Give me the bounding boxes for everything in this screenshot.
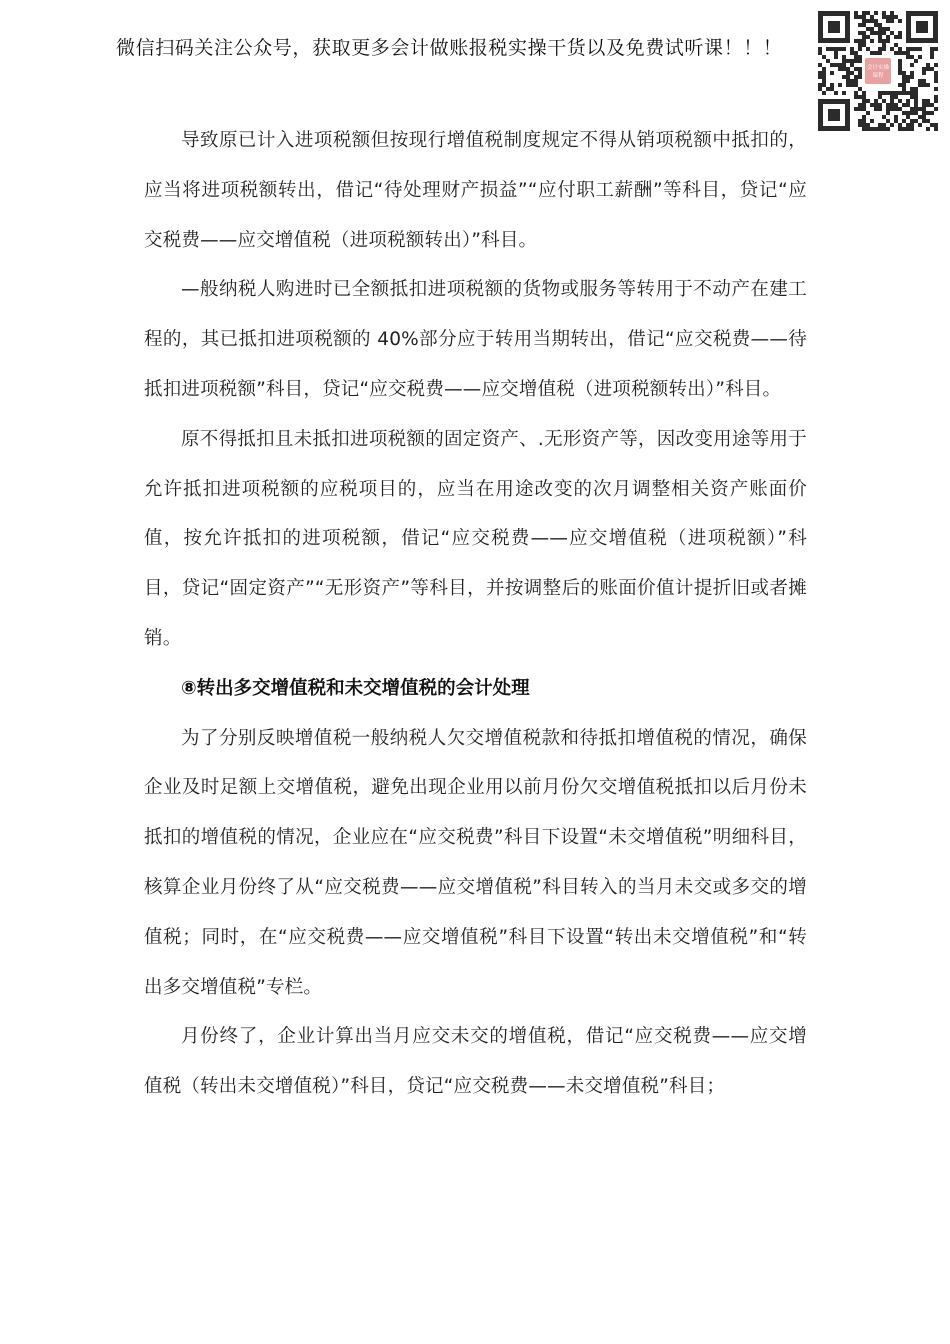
qr-module <box>862 43 866 47</box>
qr-module <box>822 79 826 83</box>
qr-module <box>930 55 934 59</box>
qr-module <box>910 127 914 131</box>
qr-module <box>866 123 870 127</box>
qr-module <box>914 59 918 63</box>
qr-module <box>862 23 866 27</box>
qr-module <box>906 111 910 115</box>
qr-module <box>886 127 890 131</box>
qr-module <box>934 95 938 99</box>
qr-module <box>862 91 866 95</box>
qr-module <box>862 15 866 19</box>
qr-module <box>934 79 938 83</box>
qr-module <box>842 91 846 95</box>
qr-module <box>870 15 874 19</box>
qr-module <box>906 99 910 103</box>
qr-module <box>906 79 910 83</box>
qr-module <box>886 103 890 107</box>
qr-module <box>830 83 834 87</box>
qr-module <box>874 23 878 27</box>
qr-module <box>898 31 902 35</box>
qr-module <box>858 119 862 123</box>
qr-module <box>858 59 862 63</box>
qr-code[interactable] <box>817 10 939 132</box>
qr-module <box>866 99 870 103</box>
qr-module <box>866 35 870 39</box>
qr-module <box>918 115 922 119</box>
qr-module <box>894 51 898 55</box>
qr-module <box>834 47 838 51</box>
qr-module <box>858 123 862 127</box>
qr-module <box>898 71 902 75</box>
qr-module <box>918 55 922 59</box>
qr-module <box>846 59 850 63</box>
qr-module <box>866 127 870 131</box>
qr-module <box>890 47 894 51</box>
qr-module <box>826 87 830 91</box>
qr-module <box>902 83 906 87</box>
qr-module <box>934 123 938 127</box>
qr-module <box>818 75 822 79</box>
qr-module <box>858 55 862 59</box>
qr-module <box>894 91 898 95</box>
qr-module <box>914 95 918 99</box>
qr-module <box>826 59 830 63</box>
qr-module <box>870 119 874 123</box>
qr-module <box>898 123 902 127</box>
qr-module <box>850 63 854 67</box>
qr-module <box>898 47 902 51</box>
qr-module <box>934 63 938 67</box>
qr-module <box>906 115 910 119</box>
qr-module <box>898 91 902 95</box>
paragraph: 导致原已计入进项税额但按现行增值税制度规定不得从销项税额中抵扣的，应当将进项税额转出，借记“待处理财产损益”“应付职工薪酬”等科目，贷记“应交税费——应交增值税（进项税额转出）”科目。 <box>144 130 807 251</box>
qr-module <box>918 107 922 111</box>
qr-module <box>842 63 846 67</box>
qr-module <box>850 83 854 87</box>
qr-module <box>894 15 898 19</box>
document-body <box>144 116 807 1112</box>
qr-module <box>822 55 826 59</box>
paragraph: 原不得抵扣且未抵扣进项税额的固定资产、.无形资产等，因改变用途等用于允许抵扣进项税额的应税项目的，应当在用途改变的次月调整相关资产账面价值，按允许抵扣的进项税额，借记“应交税费——应交增值税（进项税额）”科目，贷记“固定资产”“无形资产”等科目，并按调整后的账面价值计提折旧或者摊销。 <box>144 428 807 649</box>
qr-module <box>854 83 858 87</box>
qr-module <box>878 127 882 131</box>
qr-module <box>930 123 934 127</box>
qr-module <box>842 67 846 71</box>
qr-module <box>910 71 914 75</box>
qr-module <box>890 107 894 111</box>
qr-module <box>918 83 922 87</box>
qr-module <box>870 39 874 43</box>
qr-module <box>934 99 938 103</box>
qr-module <box>910 55 914 59</box>
qr-module <box>834 51 838 55</box>
header-promo-text: 微信扫码关注公众号，获取更多会计做账报税实操干货以及免费试听课！！！ <box>116 37 783 59</box>
qr-module <box>858 39 862 43</box>
qr-module <box>866 27 870 31</box>
qr-module <box>830 47 834 51</box>
qr-module <box>894 119 898 123</box>
qr-module <box>922 111 926 115</box>
qr-module <box>910 87 914 91</box>
qr-module <box>854 67 858 71</box>
qr-module <box>882 127 886 131</box>
qr-module <box>878 51 882 55</box>
qr-module <box>910 95 914 99</box>
qr-module <box>902 119 906 123</box>
qr-module <box>890 91 894 95</box>
qr-module <box>878 47 882 51</box>
qr-module <box>842 47 846 51</box>
qr-module <box>918 123 922 127</box>
qr-module <box>878 103 882 107</box>
qr-module <box>882 15 886 19</box>
qr-module <box>894 95 898 99</box>
section-heading: ⑧转出多交增值税和未交增值税的会计处理 <box>181 677 530 699</box>
qr-module <box>874 99 878 103</box>
qr-module <box>886 39 890 43</box>
qr-module <box>818 51 822 55</box>
qr-module <box>902 91 906 95</box>
qr-module <box>886 111 890 115</box>
qr-module <box>862 39 866 43</box>
qr-module <box>878 107 882 111</box>
qr-module <box>862 99 866 103</box>
qr-module <box>926 103 930 107</box>
qr-module <box>898 127 902 131</box>
qr-module <box>882 31 886 35</box>
qr-module <box>926 127 930 131</box>
qr-module <box>886 119 890 123</box>
qr-module <box>846 67 850 71</box>
qr-module <box>846 83 850 87</box>
qr-module <box>818 87 822 91</box>
qr-module <box>862 35 866 39</box>
qr-module <box>862 11 866 15</box>
qr-module <box>902 79 906 83</box>
qr-module <box>870 19 874 23</box>
qr-module <box>838 83 842 87</box>
qr-module <box>830 63 834 67</box>
qr-module <box>922 119 926 123</box>
qr-module <box>854 79 858 83</box>
qr-module <box>902 51 906 55</box>
qr-module <box>890 19 894 23</box>
qr-module <box>894 103 898 107</box>
qr-module <box>842 59 846 63</box>
qr-module <box>886 19 890 23</box>
qr-module <box>894 115 898 119</box>
qr-module <box>890 15 894 19</box>
qr-module <box>854 39 858 43</box>
qr-module <box>906 103 910 107</box>
qr-module <box>914 119 918 123</box>
qr-module <box>930 47 934 51</box>
qr-module <box>838 67 842 71</box>
qr-module <box>906 55 910 59</box>
qr-module <box>850 51 854 55</box>
qr-module <box>866 47 870 51</box>
qr-module <box>854 51 858 55</box>
qr-module <box>902 103 906 107</box>
qr-module <box>878 31 882 35</box>
qr-module <box>926 63 930 67</box>
qr-module <box>914 91 918 95</box>
qr-module <box>906 127 910 131</box>
qr-module <box>874 31 878 35</box>
qr-module <box>914 47 918 51</box>
qr-module <box>898 35 902 39</box>
qr-module <box>898 99 902 103</box>
qr-module <box>858 67 862 71</box>
qr-module <box>890 103 894 107</box>
qr-module <box>858 75 862 79</box>
qr-module <box>842 55 846 59</box>
qr-module <box>846 75 850 79</box>
qr-module <box>858 71 862 75</box>
paragraph: —般纳税人购进时已全额抵扣进项税额的货物或服务等转用于不动产在建工程的，其已抵扣进项税额的 40%部分应于转用当期转出，借记“应交税费——待抵扣进项税额”科目，贷记“应交税费——应交增值税（进项税额转出）”科目。 <box>144 279 807 400</box>
qr-module <box>898 59 902 63</box>
qr-module <box>934 107 938 111</box>
qr-module <box>822 71 826 75</box>
qr-module <box>862 127 866 131</box>
qr-module <box>898 107 902 111</box>
qr-module <box>822 67 826 71</box>
qr-module <box>850 59 854 63</box>
qr-module <box>914 111 918 115</box>
qr-module <box>906 123 910 127</box>
qr-module <box>826 47 830 51</box>
qr-module <box>874 107 878 111</box>
qr-module <box>878 91 882 95</box>
qr-module <box>906 75 910 79</box>
qr-module <box>922 79 926 83</box>
qr-module <box>878 27 882 31</box>
qr-module <box>866 111 870 115</box>
qr-module <box>890 11 894 15</box>
qr-module <box>854 55 858 59</box>
qr-module <box>830 71 834 75</box>
qr-module <box>862 19 866 23</box>
qr-module <box>922 71 926 75</box>
qr-module <box>882 123 886 127</box>
qr-module <box>930 111 934 115</box>
qr-logo-text-1: 会计实操 <box>866 65 890 71</box>
qr-code-image <box>817 10 939 132</box>
qr-module <box>902 75 906 79</box>
qr-module <box>898 67 902 71</box>
qr-module <box>930 51 934 55</box>
qr-module <box>910 47 914 51</box>
qr-module <box>918 79 922 83</box>
qr-module <box>854 15 858 19</box>
qr-module <box>934 127 938 131</box>
qr-module <box>914 107 918 111</box>
qr-module <box>902 111 906 115</box>
qr-module <box>878 23 882 27</box>
qr-module <box>854 75 858 79</box>
qr-module <box>914 87 918 91</box>
qr-module <box>874 19 878 23</box>
qr-module <box>934 71 938 75</box>
qr-module <box>822 83 826 87</box>
qr-module <box>930 67 934 71</box>
qr-module <box>910 63 914 67</box>
qr-module <box>862 119 866 123</box>
qr-module <box>898 83 902 87</box>
qr-module <box>870 27 874 31</box>
qr-module <box>930 103 934 107</box>
qr-module <box>926 83 930 87</box>
qr-module <box>894 35 898 39</box>
qr-module <box>882 11 886 15</box>
qr-module <box>874 51 878 55</box>
qr-module <box>882 47 886 51</box>
qr-module <box>834 55 838 59</box>
qr-module <box>818 83 822 87</box>
qr-module <box>838 47 842 51</box>
qr-logo-text-2: 课程 <box>872 73 884 79</box>
qr-module <box>922 103 926 107</box>
qr-module <box>870 51 874 55</box>
qr-module <box>870 31 874 35</box>
qr-module <box>886 91 890 95</box>
qr-module <box>890 95 894 99</box>
qr-module <box>898 51 902 55</box>
qr-module <box>934 75 938 79</box>
qr-module <box>902 71 906 75</box>
qr-module <box>934 47 938 51</box>
qr-module <box>850 71 854 75</box>
qr-module <box>834 91 838 95</box>
qr-module <box>862 123 866 127</box>
qr-module <box>934 87 938 91</box>
qr-module <box>882 91 886 95</box>
qr-module <box>858 87 862 91</box>
qr-module <box>874 127 878 131</box>
qr-module <box>922 83 926 87</box>
qr-module <box>818 63 822 67</box>
qr-module <box>858 95 862 99</box>
qr-module <box>858 31 862 35</box>
qr-module <box>850 47 854 51</box>
qr-module <box>918 47 922 51</box>
qr-module <box>874 103 878 107</box>
qr-module <box>902 87 906 91</box>
qr-module <box>862 95 866 99</box>
qr-module <box>890 31 894 35</box>
qr-module <box>854 91 858 95</box>
qr-module <box>858 107 862 111</box>
qr-module <box>862 103 866 107</box>
qr-module <box>926 111 930 115</box>
qr-module <box>906 51 910 55</box>
qr-module <box>882 39 886 43</box>
qr-module <box>882 27 886 31</box>
qr-module <box>818 71 822 75</box>
qr-module <box>858 47 862 51</box>
qr-module <box>858 23 862 27</box>
qr-module <box>838 63 842 67</box>
qr-module <box>878 39 882 43</box>
qr-module <box>878 35 882 39</box>
qr-module <box>870 103 874 107</box>
qr-module <box>922 115 926 119</box>
qr-module <box>862 107 866 111</box>
qr-module <box>858 103 862 107</box>
qr-module <box>858 43 862 47</box>
qr-module <box>926 99 930 103</box>
qr-module <box>894 107 898 111</box>
qr-module <box>870 127 874 131</box>
qr-module <box>866 19 870 23</box>
qr-module <box>886 27 890 31</box>
qr-module <box>854 95 858 99</box>
qr-module <box>922 67 926 71</box>
qr-module <box>818 47 822 51</box>
qr-module <box>898 63 902 67</box>
qr-module <box>910 123 914 127</box>
qr-module <box>910 75 914 79</box>
qr-module <box>926 67 930 71</box>
qr-module <box>886 35 890 39</box>
qr-module <box>910 111 914 115</box>
qr-module <box>858 15 862 19</box>
qr-module <box>886 107 890 111</box>
qr-module <box>822 91 826 95</box>
qr-module <box>926 119 930 123</box>
qr-module <box>850 79 854 83</box>
qr-module <box>834 63 838 67</box>
qr-module <box>906 91 910 95</box>
qr-module <box>878 123 882 127</box>
qr-module <box>866 11 870 15</box>
qr-module <box>862 115 866 119</box>
qr-module <box>910 107 914 111</box>
qr-module <box>842 75 846 79</box>
qr-module <box>922 99 926 103</box>
qr-module <box>862 31 866 35</box>
qr-module <box>882 99 886 103</box>
qr-module <box>910 119 914 123</box>
qr-module <box>922 107 926 111</box>
qr-module <box>854 107 858 111</box>
qr-module <box>894 43 898 47</box>
qr-logo <box>865 58 891 84</box>
qr-module <box>822 75 826 79</box>
qr-module <box>878 95 882 99</box>
qr-module <box>902 127 906 131</box>
qr-module <box>882 43 886 47</box>
qr-module <box>846 71 850 75</box>
qr-module <box>854 11 858 15</box>
qr-module <box>910 91 914 95</box>
paragraph: 月份终了，企业计算出当月应交未交的增值税，借记“应交税费——应交增值税（转出未交增值税）”科目，贷记“应交税费——未交增值税”科目； <box>144 1026 807 1098</box>
qr-module <box>914 103 918 107</box>
qr-module <box>890 123 894 127</box>
qr-module <box>914 99 918 103</box>
qr-module <box>890 99 894 103</box>
qr-module <box>874 11 878 15</box>
qr-module <box>886 15 890 19</box>
qr-module <box>846 79 850 83</box>
qr-module <box>854 59 858 63</box>
qr-module <box>906 47 910 51</box>
qr-module <box>898 19 902 23</box>
paragraph: 为了分别反映增值税一般纳税人欠交增值税款和待抵扣增值税的情况，确保企业及时足额上交增值税，避免出现企业用以前月份欠交增值税抵扣以后月份未抵扣的增值税的情况，企业应在“应交税费”科目下设置“未交增值税”明细科目，核算企业月份终了从“应交税费——应交增值税”科目转入的当月未交或多交的增值税；同时，在“应交税费——应交增值税”科目下设置“转出未交增值税”和“转出多交增值税”专栏。 <box>144 727 807 998</box>
qr-module <box>830 87 834 91</box>
qr-module <box>882 115 886 119</box>
